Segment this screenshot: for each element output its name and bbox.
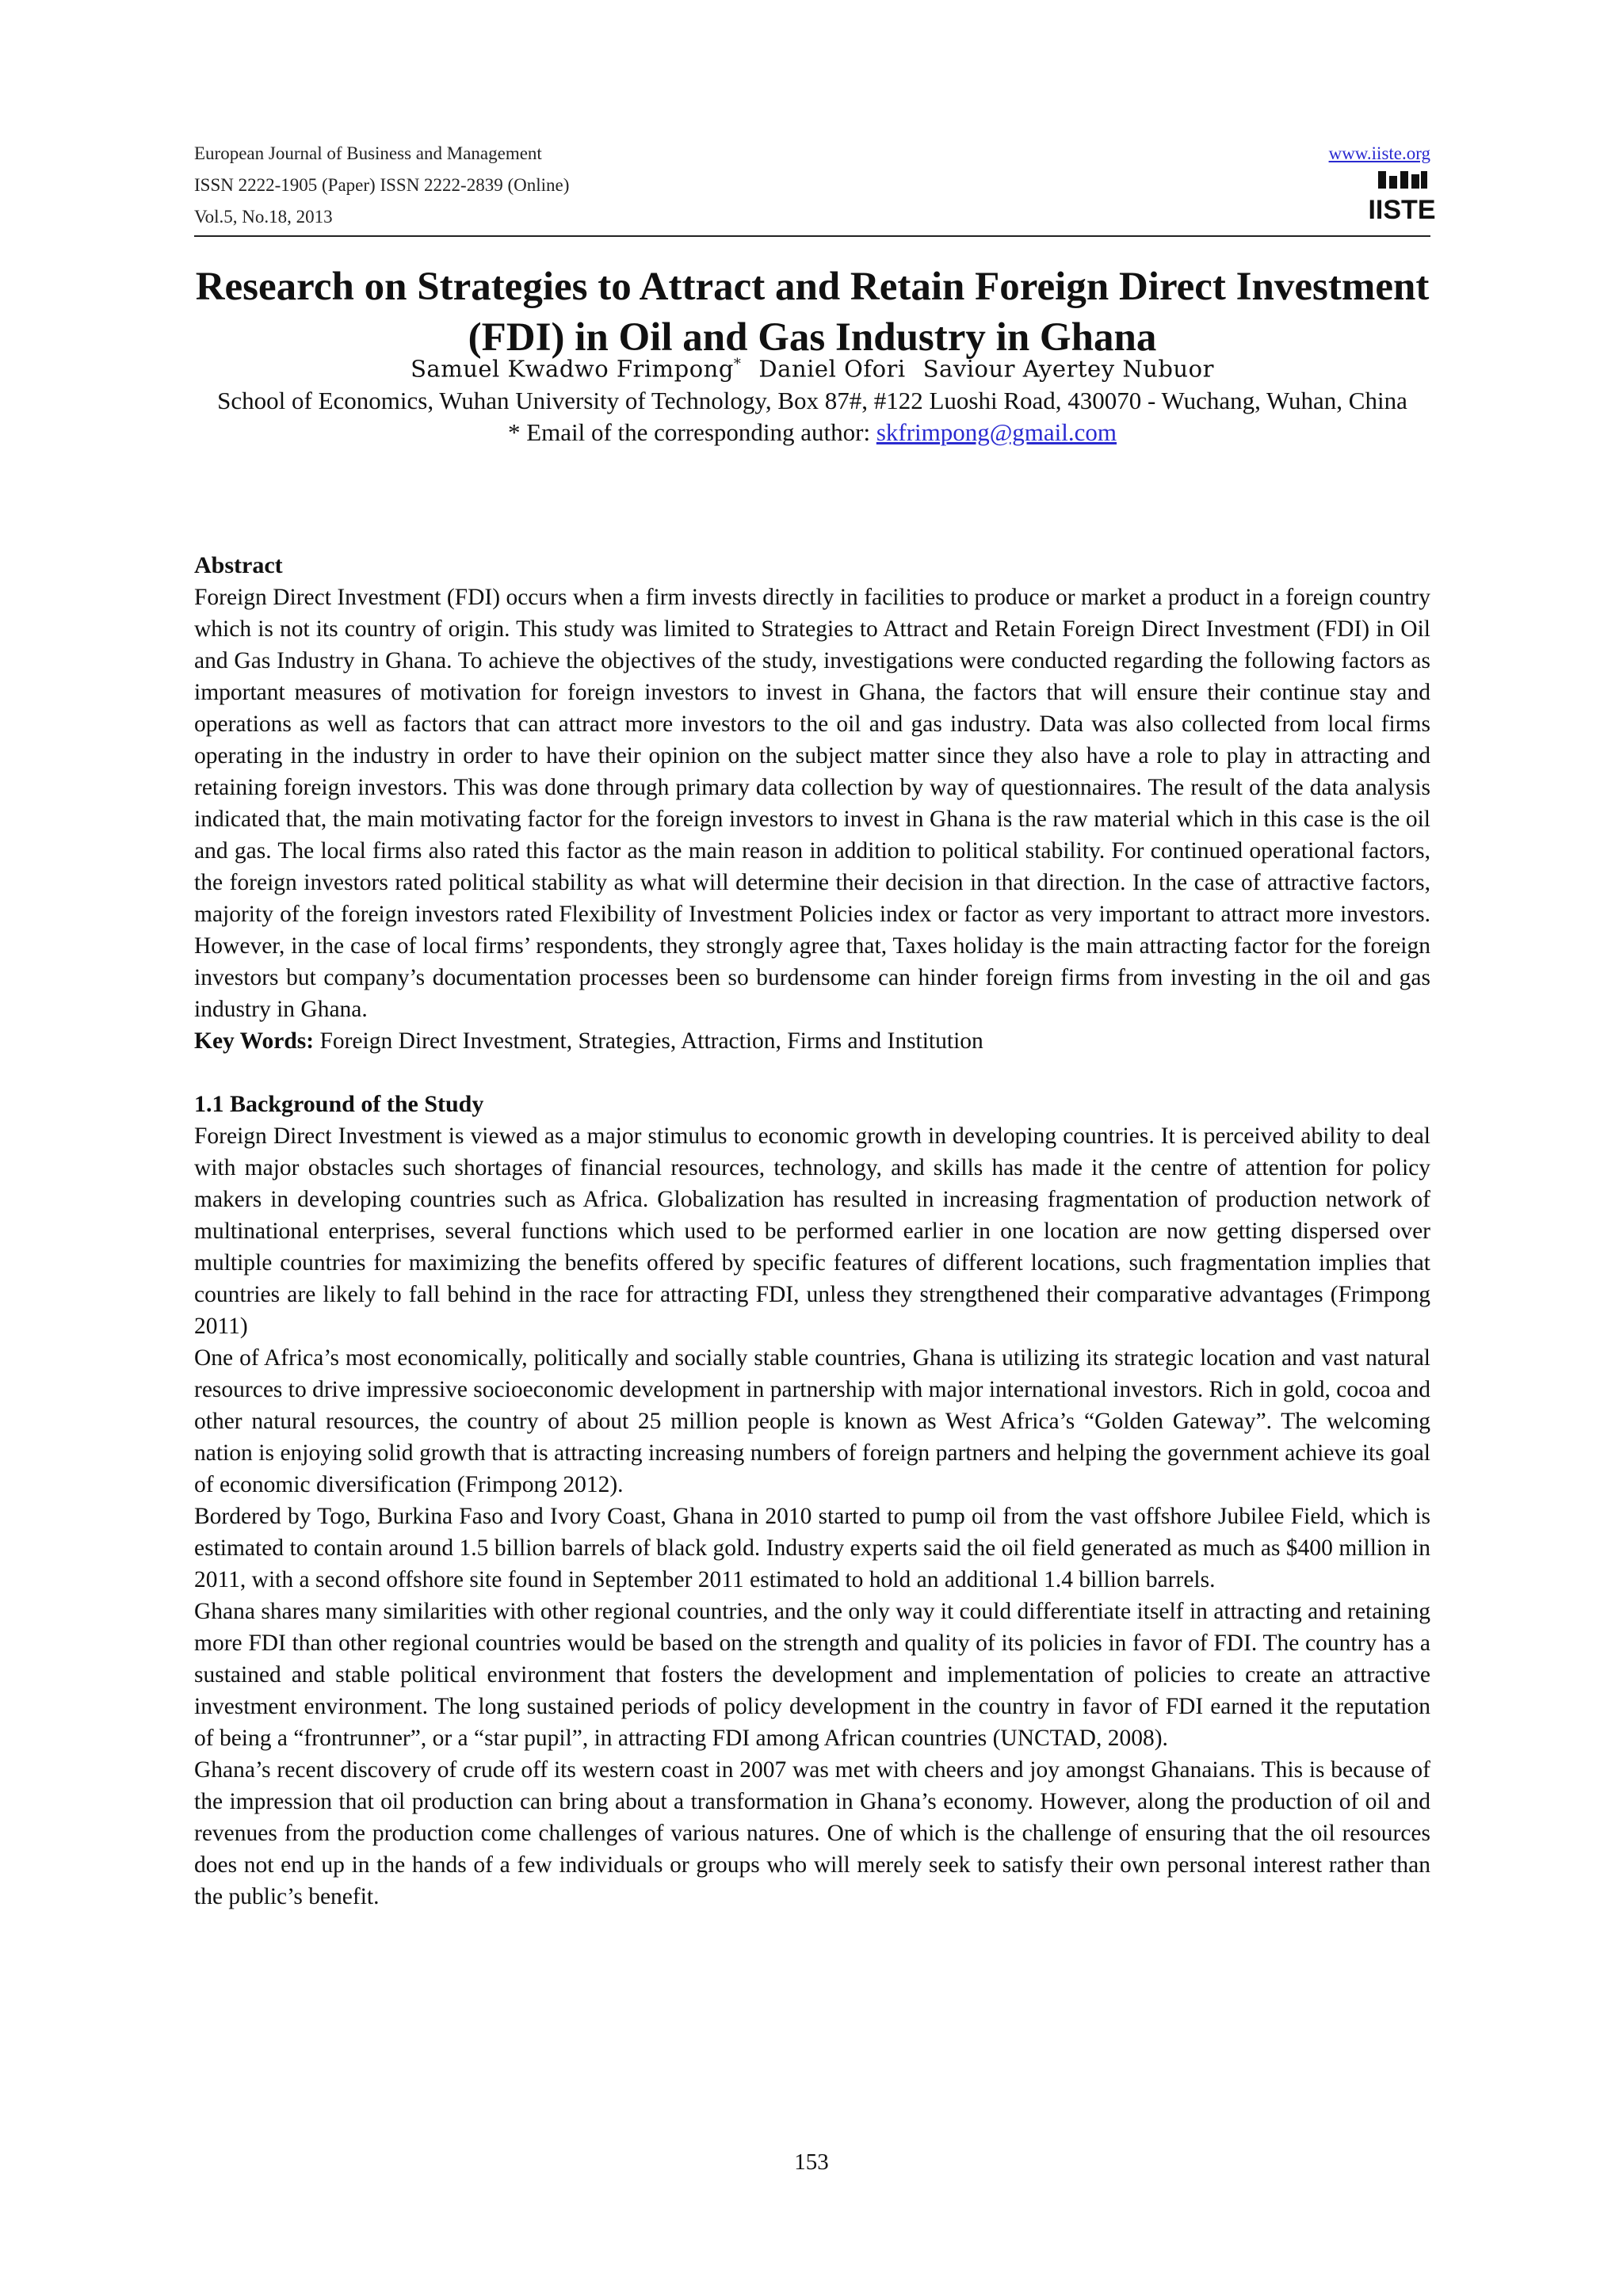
author-3: Saviour Ayertey Nubuor xyxy=(922,355,1214,383)
abstract-text: Foreign Direct Investment (FDI) occurs when a firm invests directly in facilities to produce or market a product in a foreign country which is not its country of origin. This study was limited to Strategies to Attract and Retain Foreign Direct Investment (FDI) in Oil and Gas Industry in Ghana. To achieve the objectives of the study, investigations were conducted regarding the following factors as important measures of motivation for foreign investors to invest in Ghana, the factors that will ensure their continue stay and operations as well as factors that can attract more investors to the oil and gas industry. Data was also collected from local firms operating in the industry in order to have their opinion on the subject matter since they also have a role to play in attracting and retaining foreign investors. This was done through primary data collection by way of questionnaires. The result of the data analysis indicated that, the main motivating factor for the foreign investors to invest in Ghana is the raw material which in this case is the oil and gas. The local firms also rated this factor as the main reason in addition to political stability. For continued operational factors, the foreign investors rated political stability as what will determine their decision in that direction. In the case of attractive factors, majority of the foreign investors rated Flexibility of Investment Policies index or factor as very important to attract more investors. However, in the case of local firms’ respondents, they strongly agree that, Taxes holiday is the main attracting factor for the foreign investors but company’s documentation processes been so burdensome can hinder foreign firms from investing in the oil and gas industry in Ghana. xyxy=(194,585,1430,1022)
author-block xyxy=(194,349,1430,448)
author-1: Samuel Kwadwo Frimpong xyxy=(411,355,734,383)
author-2: Daniel Ofori xyxy=(758,355,906,383)
email-link[interactable]: skfrimpong@gmail.com xyxy=(876,418,1117,446)
author-names xyxy=(194,349,1430,385)
section-paragraph: One of Africa’s most economically, politically and socially stable countries, Ghana is utilizing its strategic location and vast natural resources to drive impressive socioeconomic development in partnership with major international investors. Rich in gold, cocoa and other natural resources, the country of about 25 million people is known as West Africa’s “Golden Gateway”. The welcoming nation is enjoying solid growth that is attracting increasing numbers of foreign partners and helping the government achieve its goal of economic diversification (Frimpong 2012). xyxy=(194,1345,1430,1497)
iiste-logo-icon xyxy=(1368,170,1436,225)
page-header xyxy=(194,138,1436,227)
author-1-mark: * xyxy=(733,356,742,372)
journal-name: European Journal of Business and Management xyxy=(194,143,542,163)
keywords-line xyxy=(194,1025,1430,1057)
main-content xyxy=(194,550,1430,1913)
keywords-text: Foreign Direct Investment, Strategies, Attraction, Firms and Institution xyxy=(314,1028,983,1054)
paper-title: Research on Strategies to Attract and Retain Foreign Direct Investment (FDI) in Oil and Gas Industry in Ghana xyxy=(195,265,1430,360)
section-paragraph: Ghana’s recent discovery of crude off its western coast in 2007 was met with cheers and joy amongst Ghanaians. This is because of the impression that oil production can bring about a transformation in Ghana’s economy. However, along the production of oil and revenues from the production come challenges of various natures. One of which is the challenge of ensuring that the oil resources does not end up in the hands of a few individuals or groups who will merely seek to satisfy their own personal interest rather than the public’s benefit. xyxy=(194,1757,1430,1909)
logo-text: IISTE xyxy=(1368,195,1436,225)
corresponding-email-line xyxy=(194,417,1430,448)
section-paragraph: Bordered by Togo, Burkina Faso and Ivory Coast, Ghana in 2010 started to pump oil from the vast offshore Jubilee Field, which is estimated to contain around 1.5 billion barrels of black gold. Industry experts said the oil field generated as much as $400 million in 2011, with a second offshore site found in September 2011 estimated to hold an additional 1.4 billion barrels. xyxy=(194,1504,1430,1592)
email-prefix: * Email of the corresponding author: xyxy=(507,418,876,446)
section-heading: 1.1 Background of the Study xyxy=(194,1091,484,1117)
journal-volume: Vol.5, No.18, 2013 xyxy=(194,207,333,227)
page-number: 153 xyxy=(794,2149,829,2175)
abstract-heading: Abstract xyxy=(194,552,283,578)
section-paragraph: Foreign Direct Investment is viewed as a major stimulus to economic growth in developing countries. It is perceived ability to deal with major obstacles such shortages of financial resources, technology, and skills has made it the centre of attention for policy makers in developing countries such as Africa. Globalization has resulted in increasing fragmentation of production network of multinational enterprises, several functions which used to be performed earlier in one location are now getting dispersed over multiple countries for maximizing the benefits offered by specific features of different locations, such fragmentation implies that countries are likely to fall behind in the race for attracting FDI, unless they strengthened their comparative advantages (Frimpong 2011) xyxy=(194,1123,1430,1339)
author-affiliation: School of Economics, Wuhan University of Technology, Box 87#, #122 Luoshi Road, 430070 - Wuchang, Wuhan, China xyxy=(217,386,1407,414)
journal-issn: ISSN 2222-1905 (Paper) ISSN 2222-2839 (Online) xyxy=(194,175,570,195)
journal-website-link[interactable]: www.iiste.org xyxy=(1328,143,1430,163)
keywords-label: Key Words: xyxy=(194,1028,315,1054)
section-paragraph: Ghana shares many similarities with other regional countries, and the only way it could differentiate itself in attracting and retaining more FDI than other regional countries would be based on the strength and quality of its policies in favor of FDI. The country has a sustained and stable political environment that fosters the development and implementation of policies to create an attractive investment environment. The long sustained periods of policy development in the country in favor of FDI earned it the reputation of being a “frontrunner”, or a “star pupil”, in attracting FDI among African countries (UNCTAD, 2008). xyxy=(194,1599,1430,1751)
header-rule xyxy=(194,235,1430,237)
